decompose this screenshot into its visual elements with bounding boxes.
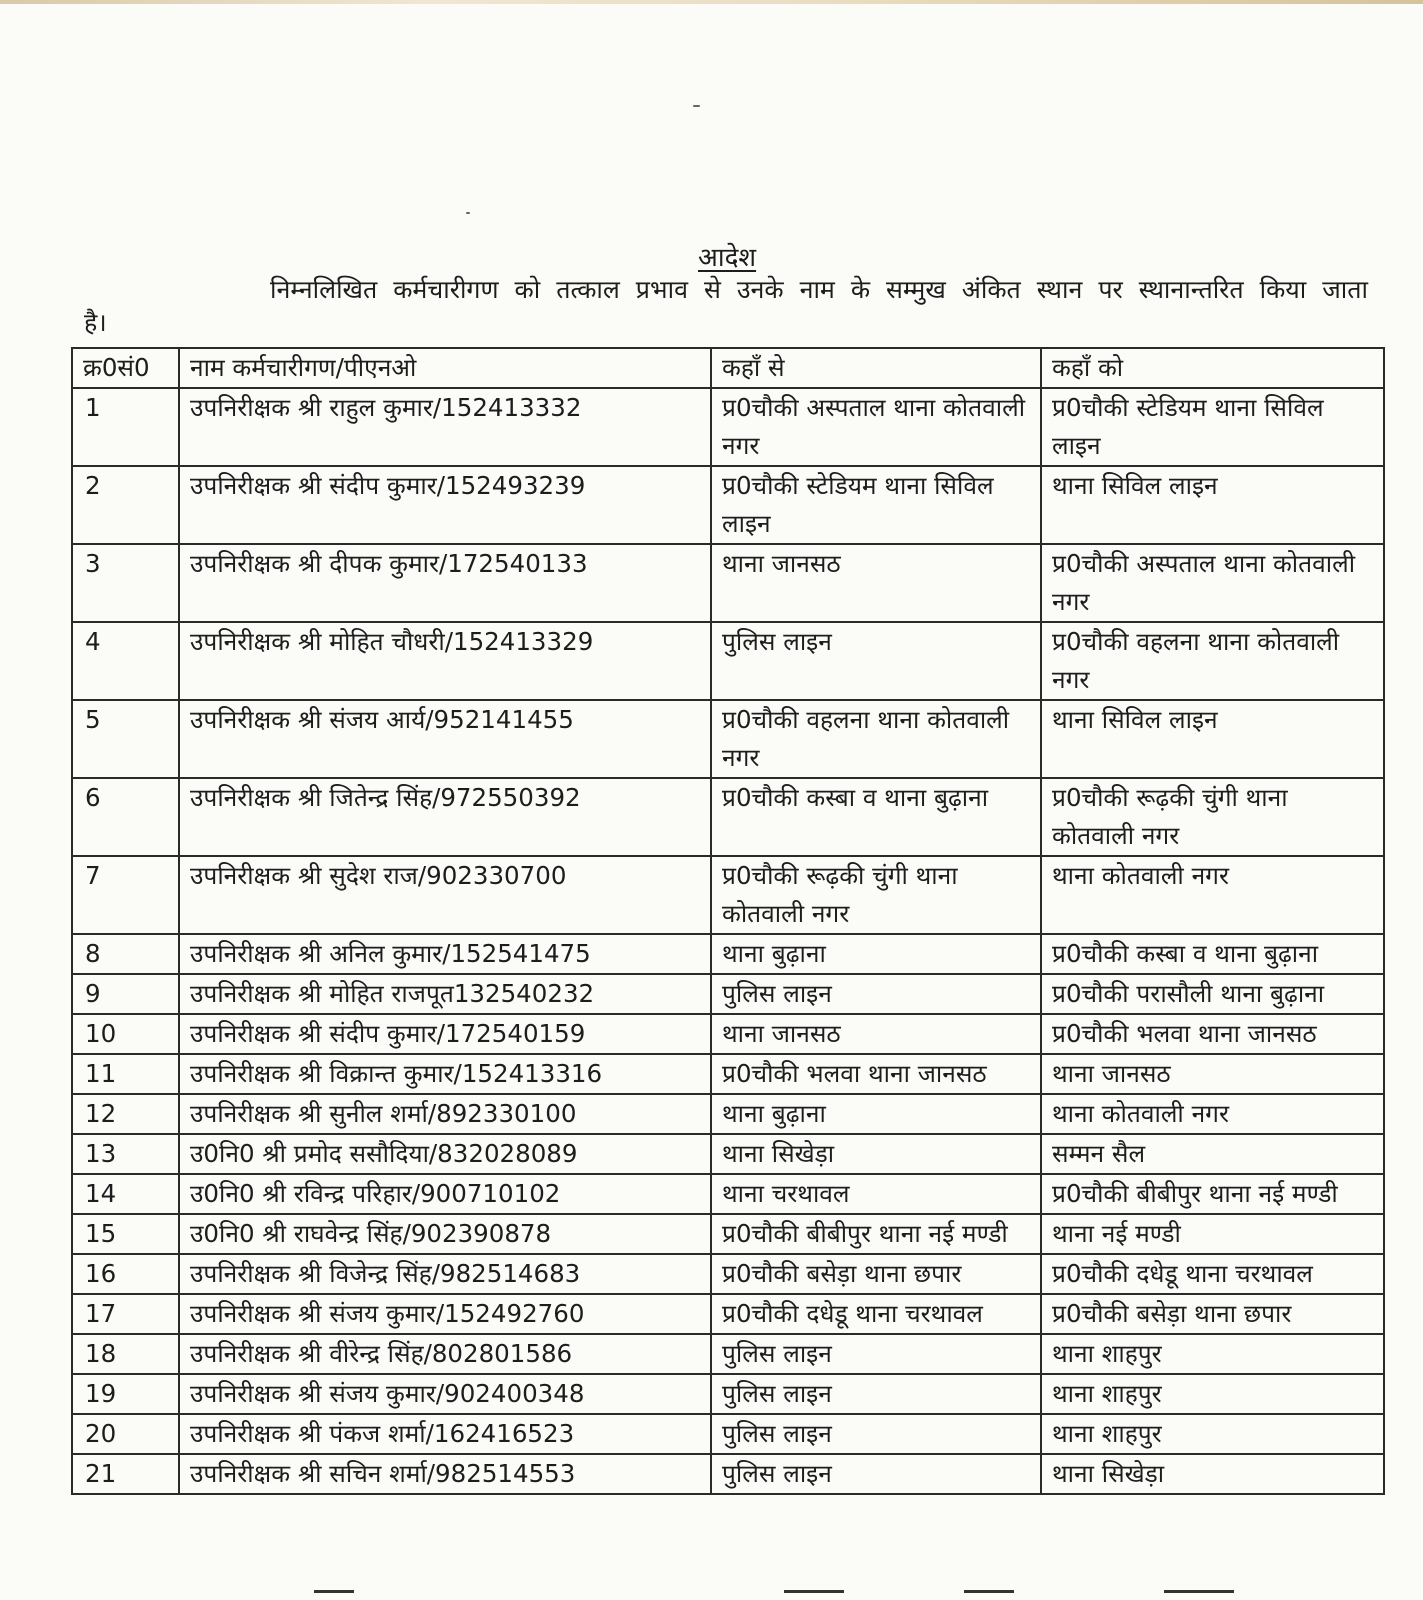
cell-employee-name: उ0नि0 श्री प्रमोद ससौदिया/832028089 bbox=[179, 1134, 711, 1174]
cell-serial-number: 17 bbox=[72, 1294, 179, 1334]
cell-from: प्र0चौकी स्टेडियम थाना सिविल लाइन bbox=[711, 466, 1041, 544]
cell-employee-name: उपनिरीक्षक श्री वीरेन्द्र सिंह/802801586 bbox=[179, 1334, 711, 1374]
cell-to: थाना सिखेड़ा bbox=[1041, 1454, 1384, 1494]
cell-to: थाना सिविल लाइन bbox=[1041, 466, 1384, 544]
cell-from: थाना सिखेड़ा bbox=[711, 1134, 1041, 1174]
table-row bbox=[72, 1094, 1384, 1134]
cell-employee-name: उपनिरीक्षक श्री विजेन्द्र सिंह/982514683 bbox=[179, 1254, 711, 1294]
header-employee-name: नाम कर्मचारीगण/पीएनओ bbox=[179, 348, 711, 388]
cell-from: प्र0चौकी कस्बा व थाना बुढ़ाना bbox=[711, 778, 1041, 856]
table-row bbox=[72, 934, 1384, 974]
cell-from: पुलिस लाइन bbox=[711, 974, 1041, 1014]
cell-serial-number: 19 bbox=[72, 1374, 179, 1414]
cell-to: प्र0चौकी बसेड़ा थाना छपार bbox=[1041, 1294, 1384, 1334]
cell-from: पुलिस लाइन bbox=[711, 1334, 1041, 1374]
cell-from: प्र0चौकी वहलना थाना कोतवाली नगर bbox=[711, 700, 1041, 778]
cell-serial-number: 12 bbox=[72, 1094, 179, 1134]
table-row bbox=[72, 1454, 1384, 1494]
cell-to: सम्मन सैल bbox=[1041, 1134, 1384, 1174]
cell-employee-name: उपनिरीक्षक श्री मोहित राजपूत132540232 bbox=[179, 974, 711, 1014]
cell-from: थाना बुढ़ाना bbox=[711, 934, 1041, 974]
table-row bbox=[72, 1054, 1384, 1094]
cell-to: प्र0चौकी भलवा थाना जानसठ bbox=[1041, 1014, 1384, 1054]
header-serial-number: क्र0सं0 bbox=[72, 348, 179, 388]
order-title: आदेश bbox=[698, 243, 757, 273]
cell-to: थाना कोतवाली नगर bbox=[1041, 856, 1384, 934]
scan-speck bbox=[693, 105, 700, 107]
cell-employee-name: उपनिरीक्षक श्री संदीप कुमार/172540159 bbox=[179, 1014, 711, 1054]
cell-serial-number: 18 bbox=[72, 1334, 179, 1374]
cell-from: प्र0चौकी बसेड़ा थाना छपार bbox=[711, 1254, 1041, 1294]
cell-from: थाना चरथावल bbox=[711, 1174, 1041, 1214]
table-row bbox=[72, 1134, 1384, 1174]
table-row bbox=[72, 1254, 1384, 1294]
cell-from: प्र0चौकी भलवा थाना जानसठ bbox=[711, 1054, 1041, 1094]
cell-employee-name: उपनिरीक्षक श्री संजय कुमार/152492760 bbox=[179, 1294, 711, 1334]
cell-employee-name: उपनिरीक्षक श्री पंकज शर्मा/162416523 bbox=[179, 1414, 711, 1454]
cell-employee-name: उपनिरीक्षक श्री संजय कुमार/902400348 bbox=[179, 1374, 711, 1414]
table-row bbox=[72, 856, 1384, 934]
cell-from: प्र0चौकी रूढ़की चुंगी थाना कोतवाली नगर bbox=[711, 856, 1041, 934]
cell-from: थाना बुढ़ाना bbox=[711, 1094, 1041, 1134]
header-from: कहाँ से bbox=[711, 348, 1041, 388]
cell-to: थाना जानसठ bbox=[1041, 1054, 1384, 1094]
cell-to: थाना शाहपुर bbox=[1041, 1414, 1384, 1454]
table-body bbox=[72, 388, 1384, 1494]
cell-from: प्र0चौकी दधेडू थाना चरथावल bbox=[711, 1294, 1041, 1334]
cell-employee-name: उ0नि0 श्री रविन्द्र परिहार/900710102 bbox=[179, 1174, 711, 1214]
cell-to: प्र0चौकी दधेडू थाना चरथावल bbox=[1041, 1254, 1384, 1294]
cell-serial-number: 5 bbox=[72, 700, 179, 778]
table-row bbox=[72, 700, 1384, 778]
cell-from: प्र0चौकी अस्पताल थाना कोतवाली नगर bbox=[711, 388, 1041, 466]
table-row bbox=[72, 1214, 1384, 1254]
cell-employee-name: उपनिरीक्षक श्री संजय आर्य/952141455 bbox=[179, 700, 711, 778]
cell-employee-name: उपनिरीक्षक श्री अनिल कुमार/152541475 bbox=[179, 934, 711, 974]
cell-serial-number: 13 bbox=[72, 1134, 179, 1174]
cell-employee-name: उपनिरीक्षक श्री मोहित चौधरी/152413329 bbox=[179, 622, 711, 700]
cell-to: थाना नई मण्डी bbox=[1041, 1214, 1384, 1254]
cell-serial-number: 6 bbox=[72, 778, 179, 856]
cell-serial-number: 10 bbox=[72, 1014, 179, 1054]
cell-employee-name: उपनिरीक्षक श्री राहुल कुमार/152413332 bbox=[179, 388, 711, 466]
cell-serial-number: 3 bbox=[72, 544, 179, 622]
table-row bbox=[72, 974, 1384, 1014]
cell-to: प्र0चौकी अस्पताल थाना कोतवाली नगर bbox=[1041, 544, 1384, 622]
cell-employee-name: उपनिरीक्षक श्री सुनील शर्मा/892330100 bbox=[179, 1094, 711, 1134]
cell-serial-number: 2 bbox=[72, 466, 179, 544]
cell-to: प्र0चौकी रूढ़की चुंगी थाना कोतवाली नगर bbox=[1041, 778, 1384, 856]
header-to: कहाँ को bbox=[1041, 348, 1384, 388]
transfer-table bbox=[71, 347, 1385, 1495]
table-row bbox=[72, 1334, 1384, 1374]
intro-text-tail: है। bbox=[84, 308, 107, 337]
cell-employee-name: उपनिरीक्षक श्री दीपक कुमार/172540133 bbox=[179, 544, 711, 622]
scan-speck bbox=[466, 212, 470, 214]
cell-employee-name: उपनिरीक्षक श्री विक्रान्त कुमार/152413316 bbox=[179, 1054, 711, 1094]
cell-serial-number: 9 bbox=[72, 974, 179, 1014]
cell-to: प्र0चौकी कस्बा व थाना बुढ़ाना bbox=[1041, 934, 1384, 974]
page-top-edge bbox=[0, 0, 1423, 4]
cell-serial-number: 1 bbox=[72, 388, 179, 466]
cell-employee-name: उपनिरीक्षक श्री संदीप कुमार/152493239 bbox=[179, 466, 711, 544]
cell-to: थाना कोतवाली नगर bbox=[1041, 1094, 1384, 1134]
cell-serial-number: 7 bbox=[72, 856, 179, 934]
cell-employee-name: उपनिरीक्षक श्री सचिन शर्मा/982514553 bbox=[179, 1454, 711, 1494]
cell-serial-number: 21 bbox=[72, 1454, 179, 1494]
cell-from: थाना जानसठ bbox=[711, 1014, 1041, 1054]
cell-serial-number: 15 bbox=[72, 1214, 179, 1254]
cell-to: प्र0चौकी स्टेडियम थाना सिविल लाइन bbox=[1041, 388, 1384, 466]
cell-serial-number: 8 bbox=[72, 934, 179, 974]
cell-from: पुलिस लाइन bbox=[711, 622, 1041, 700]
cell-serial-number: 20 bbox=[72, 1414, 179, 1454]
cell-serial-number: 11 bbox=[72, 1054, 179, 1094]
table-header-row bbox=[72, 348, 1384, 388]
next-line-cutoff bbox=[84, 1590, 1354, 1600]
cell-from: प्र0चौकी बीबीपुर थाना नई मण्डी bbox=[711, 1214, 1041, 1254]
cell-employee-name: उपनिरीक्षक श्री सुदेश राज/902330700 bbox=[179, 856, 711, 934]
table-row bbox=[72, 1014, 1384, 1054]
cell-to: प्र0चौकी परासौली थाना बुढ़ाना bbox=[1041, 974, 1384, 1014]
cell-from: पुलिस लाइन bbox=[711, 1454, 1041, 1494]
table-row bbox=[72, 1174, 1384, 1214]
table-row bbox=[72, 466, 1384, 544]
cell-from: थाना जानसठ bbox=[711, 544, 1041, 622]
cell-from: पुलिस लाइन bbox=[711, 1414, 1041, 1454]
table-row bbox=[72, 778, 1384, 856]
table-row bbox=[72, 388, 1384, 466]
cell-serial-number: 16 bbox=[72, 1254, 179, 1294]
cell-to: थाना शाहपुर bbox=[1041, 1374, 1384, 1414]
cell-to: थाना शाहपुर bbox=[1041, 1334, 1384, 1374]
cell-from: पुलिस लाइन bbox=[711, 1374, 1041, 1414]
table-row bbox=[72, 544, 1384, 622]
table-row bbox=[72, 1374, 1384, 1414]
cell-to: प्र0चौकी वहलना थाना कोतवाली नगर bbox=[1041, 622, 1384, 700]
cell-employee-name: उपनिरीक्षक श्री जितेन्द्र सिंह/972550392 bbox=[179, 778, 711, 856]
cell-serial-number: 14 bbox=[72, 1174, 179, 1214]
table-row bbox=[72, 622, 1384, 700]
cell-to: थाना सिविल लाइन bbox=[1041, 700, 1384, 778]
table-row bbox=[72, 1294, 1384, 1334]
table-row bbox=[72, 1414, 1384, 1454]
cell-to: प्र0चौकी बीबीपुर थाना नई मण्डी bbox=[1041, 1174, 1384, 1214]
cell-employee-name: उ0नि0 श्री राघवेन्द्र सिंह/902390878 bbox=[179, 1214, 711, 1254]
intro-text: निम्नलिखित कर्मचारीगण को तत्काल प्रभाव से उनके नाम के सम्मुख अंकित स्थान पर स्थानान्तरित किया जाता bbox=[270, 275, 1368, 304]
cell-serial-number: 4 bbox=[72, 622, 179, 700]
